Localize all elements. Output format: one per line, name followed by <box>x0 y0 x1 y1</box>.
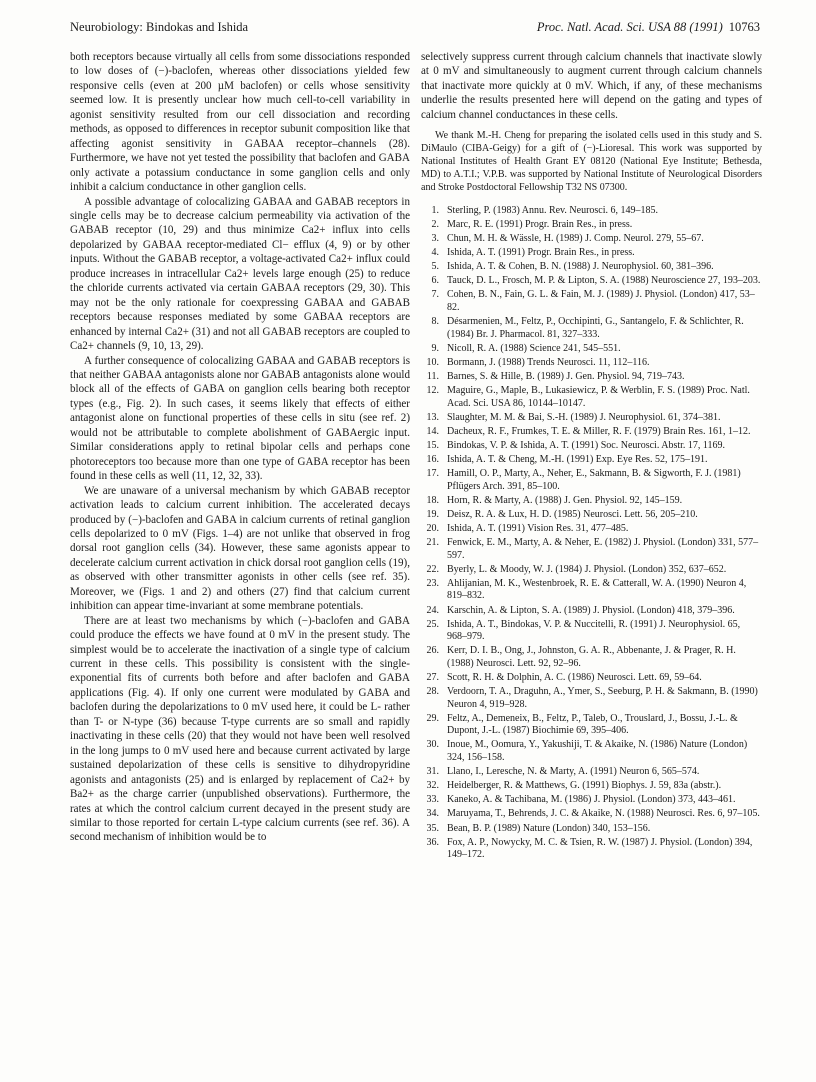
reference-number: 18. <box>426 494 439 506</box>
reference-number: 5. <box>431 261 439 273</box>
reference-number: 14. <box>426 425 439 437</box>
reference-item <box>421 275 762 288</box>
reference-number: 12. <box>426 385 439 397</box>
reference-text: Hamill, O. P., Marty, A., Neher, E., Sakmann, B. & Sigworth, F. J. (1981) Pflügers Arch. 391, 85–100. <box>447 468 741 492</box>
reference-item <box>421 794 762 807</box>
reference-text: Slaughter, M. M. & Bai, S.-H. (1989) J. Neurophysiol. 61, 374–381. <box>447 411 721 423</box>
reference-text: Heidelberger, R. & Matthews, G. (1991) Biophys. J. 59, 83a (abstr.). <box>447 780 722 792</box>
reference-text: Fox, A. P., Nowycky, M. C. & Tsien, R. W. (1987) J. Physiol. (London) 394, 149–172. <box>447 836 753 861</box>
reference-item <box>421 343 762 356</box>
reference-text: Bormann, J. (1988) Trends Neurosci. 11, 112–116. <box>447 356 650 368</box>
reference-number: 24. <box>426 604 439 616</box>
reference-item <box>421 537 762 562</box>
body-paragraph: A further consequence of colocalizing GABAA and GABAB receptors is that neither GABAA antagonists alone nor GABAB antagonists alone would block all of the effects of GABA on ganglion cells bearing both receptor types (e.g., Fig. 2). In such cases, it seems likely that effects of either antagonist alone on functional properties of these cells in situ (see ref. 2) would not be attributable to complete abolishment of GABAergic input. Similar considerations apply to retinal bipolar cells and perhaps cone photoreceptors too because more than one type of GABA receptor has been found in these cells as well (11, 12, 32, 33). <box>70 354 410 483</box>
reference-item <box>421 205 762 218</box>
journal-name: Proc. Natl. Acad. Sci. USA 88 (1991) <box>536 20 723 34</box>
reference-number: 6. <box>431 275 439 287</box>
page-number: 10763 <box>728 20 760 34</box>
reference-item <box>421 509 762 522</box>
reference-item <box>421 495 762 508</box>
reference-number: 26. <box>426 645 439 657</box>
reference-number: 27. <box>426 671 439 683</box>
reference-text: Horn, R. & Marty, A. (1988) J. Gen. Physiol. 92, 145–159. <box>447 494 683 506</box>
reference-text: Kaneko, A. & Tachibana, M. (1986) J. Physiol. (London) 373, 443–461. <box>447 794 736 806</box>
reference-text: Ishida, A. T. (1991) Vision Res. 31, 477–485. <box>447 522 629 534</box>
reference-text: Karschin, A. & Lipton, S. A. (1989) J. Physiol. (London) 418, 379–396. <box>447 604 735 616</box>
reference-item <box>421 261 762 274</box>
reference-text: Barnes, S. & Hille, B. (1989) J. Gen. Physiol. 94, 719–743. <box>447 370 685 382</box>
reference-text: Byerly, L. & Moody, W. J. (1984) J. Physiol. (London) 352, 637–652. <box>447 563 727 575</box>
reference-number: 25. <box>426 618 439 630</box>
reference-text: Ishida, A. T., Bindokas, V. P. & Nuccitelli, R. (1991) J. Neurophysiol. 65, 968–979. <box>447 618 741 643</box>
reference-item <box>421 766 762 779</box>
running-header <box>70 20 760 44</box>
reference-number: 7. <box>431 289 439 301</box>
reference-text: Maguire, G., Maple, B., Lukasiewicz, P. & Werblin, F. S. (1989) Proc. Natl. Acad. Sci. USA 86, 10144–10147. <box>447 385 750 409</box>
left-column <box>70 50 410 845</box>
reference-number: 9. <box>431 342 439 354</box>
reference-item <box>421 357 762 370</box>
reference-number: 33. <box>426 794 439 806</box>
reference-item <box>421 316 762 341</box>
reference-text: Feltz, A., Demeneix, B., Feltz, P., Taleb, O., Trouslard, J., Bossu, J.-L. & Dupont, J.-L. (1987) Biochimie 69, 395–406. <box>447 712 738 737</box>
reference-item <box>421 808 762 821</box>
reference-text: Inoue, M., Oomura, Y., Yakushiji, T. & Akaike, N. (1986) Nature (London) 324, 156–158. <box>447 739 748 764</box>
acknowledgment: We thank M.-H. Cheng for preparing the isolated cells used in this study and S. DiMaulo (CIBA-Geigy) for a gift of (−)-Lioresal. This work was supported by National Institutes of Health Grant EY 08120 (National Eye Institute; Bethesda, MD) to A.T.I.; V.P.B. was supported by National Institute of Neurological Disorders and Stroke Postdoctoral Fellowship T32 NS 07300. <box>421 130 762 193</box>
reference-text: Verdoorn, T. A., Draguhn, A., Ymer, S., Seeburg, P. H. & Sakmann, B. (1990) Neuron 4, 919–928. <box>447 686 758 710</box>
reference-item <box>421 672 762 685</box>
reference-item <box>421 371 762 384</box>
reference-item <box>421 440 762 453</box>
reference-text: Kerr, D. I. B., Ong, J., Johnston, G. A. R., Abbenante, J. & Prager, R. H. (1988) Neurosci. Lett. 92, 92–96. <box>447 645 736 669</box>
reference-number: 19. <box>426 508 439 520</box>
reference-text: Bindokas, V. P. & Ishida, A. T. (1991) Soc. Neurosci. Abstr. 17, 1169. <box>447 439 726 451</box>
reference-text: Chun, M. H. & Wässle, H. (1989) J. Comp. Neurol. 279, 55–67. <box>447 232 704 244</box>
reference-number: 34. <box>426 808 439 820</box>
reference-item <box>421 247 762 260</box>
reference-number: 8. <box>431 316 439 328</box>
right-column <box>421 50 762 863</box>
reference-text: Nicoll, R. A. (1988) Science 241, 545–551. <box>447 342 621 354</box>
reference-item <box>421 564 762 577</box>
reference-item <box>421 233 762 246</box>
reference-item <box>421 578 762 603</box>
reference-item <box>421 780 762 793</box>
reference-text: Maruyama, T., Behrends, J. C. & Akaike, N. (1988) Neurosci. Res. 6, 97–105. <box>447 808 760 820</box>
reference-text: Marc, R. E. (1991) Progr. Brain Res., in press. <box>447 218 633 230</box>
reference-item <box>421 739 762 764</box>
reference-number: 35. <box>426 822 439 834</box>
reference-item <box>421 686 762 711</box>
reference-text: Bean, B. P. (1989) Nature (London) 340, 153–156. <box>447 822 651 834</box>
reference-number: 16. <box>426 453 439 465</box>
reference-text: Scott, R. H. & Dolphin, A. C. (1986) Neurosci. Lett. 69, 59–64. <box>447 671 702 683</box>
reference-number: 32. <box>426 780 439 792</box>
reference-item <box>421 645 762 670</box>
reference-number: 17. <box>426 468 439 480</box>
reference-number: 1. <box>431 204 439 216</box>
reference-item <box>421 837 762 862</box>
reference-text: Deisz, R. A. & Lux, H. D. (1985) Neurosci. Lett. 56, 205–210. <box>447 508 698 520</box>
body-paragraph: We are unaware of a universal mechanism by which GABAB receptor activation leads to calcium current inhibition. The accelerated decays produced by (−)-baclofen and GABA in calcium currents of retinal ganglion cells depolarized to 0 mV (Figs. 1–4) are not unlike that observed in frog dorsal root ganglion cells (34). However, these same agonists appear to decelerate calcium current activation in chick dorsal root ganglion cells (19), as observed with other transmitter agonists in other cells (see ref. 35). Moreover, we (Figs. 1 and 2) and others (27) find that calcium current inhibition can appear time-invariant at some membrane potentials. <box>70 484 410 613</box>
reference-item <box>421 454 762 467</box>
body-paragraph: selectively suppress current through calcium channels that inactivate slowly at 0 mV and simultaneously to augment current through calcium channels that inactivate more quickly at 0 mV. Which, if any, of these mechanisms underlie the results presented here will depend on the gating and types of calcium channel conductances in these cells. <box>421 51 762 121</box>
reference-number: 20. <box>426 522 439 534</box>
reference-text: Ishida, A. T. (1991) Progr. Brain Res., in press. <box>447 247 635 259</box>
reference-number: 13. <box>426 411 439 423</box>
reference-number: 2. <box>431 218 439 230</box>
reference-text: Fenwick, E. M., Marty, A. & Neher, E. (1982) J. Physiol. (London) 331, 577–597. <box>447 537 759 561</box>
reference-item <box>421 426 762 439</box>
body-paragraph: There are at least two mechanisms by which (−)-baclofen and GABA could produce the effects we have found at 0 mV in the present study. The simplest would be to accelerate the inactivation of a single type of calcium current in these cells. This possibility is consistent with the single-exponential fits of currents both before and after baclofen and GABA applications (Fig. 4). If only one current were modulated by GABA and baclofen during the depolarizations to 0 mV used here, it could be L- rather than T- or N-type (36) because T-type currents are so small and rapidly inactivating in these cells (20) that they would not have been well resolved in the long jumps to 0 mV used here and because current activated by large sustained depolarization of these cells is sensitive to dihydropyridine agonists and antagonists (25) and is enlarged by replacement of Ca2+ by Ba2+ as the charge carrier (unpublished observations). Furthermore, the rates at which the control calcium current decayed in the present study are similar to those reported for certain L-type calcium currents (see ref. 36). A second mechanism of inhibition would be to <box>70 614 410 844</box>
reference-item <box>421 289 762 314</box>
reference-item <box>421 605 762 618</box>
running-title: Neurobiology: Bindokas and Ishida <box>70 20 249 34</box>
reference-number: 10. <box>426 356 439 368</box>
reference-item <box>421 619 762 644</box>
reference-text: Tauck, D. L., Frosch, M. P. & Lipton, S. A. (1988) Neuroscience 27, 193–203. <box>447 275 761 287</box>
reference-number: 21. <box>426 537 439 549</box>
reference-number: 29. <box>426 712 439 724</box>
reference-list <box>421 205 762 862</box>
reference-number: 36. <box>426 836 439 848</box>
reference-number: 22. <box>426 563 439 575</box>
reference-number: 11. <box>426 370 439 382</box>
journal-citation <box>537 20 760 35</box>
reference-item <box>421 219 762 232</box>
reference-number: 30. <box>426 739 439 751</box>
reference-number: 15. <box>426 439 439 451</box>
reference-number: 4. <box>431 247 439 259</box>
reference-item <box>421 713 762 738</box>
reference-text: Ahlijanian, M. K., Westenbroek, R. E. & Catterall, W. A. (1990) Neuron 4, 819–832. <box>447 577 747 602</box>
reference-text: Dacheux, R. F., Frumkes, T. E. & Miller, R. F. (1979) Brain Res. 161, 1–12. <box>447 425 751 437</box>
reference-item <box>421 412 762 425</box>
reference-text: Ishida, A. T. & Cohen, B. N. (1988) J. Neurophysiol. 60, 381–396. <box>447 261 714 273</box>
reference-text: Ishida, A. T. & Cheng, M.-H. (1991) Exp. Eye Res. 52, 175–191. <box>447 453 708 465</box>
reference-item <box>421 385 762 410</box>
reference-item <box>421 468 762 493</box>
reference-item <box>421 523 762 536</box>
reference-text: Sterling, P. (1983) Annu. Rev. Neurosci. 6, 149–185. <box>447 204 659 216</box>
body-paragraph: A possible advantage of colocalizing GABAA and GABAB receptors in single cells may be to decrease calcium permeability via activation of the GABAB receptor (10, 29) and thus minimize Ca2+ influx into cells depolarized by GABAA receptor-mediated Cl− efflux (4, 9) or by other inputs. Without the GABAB receptor, a voltage-activated Ca2+ influx could produce increases in intracellular Ca2+ levels large enough (25) to reduce the chloride currents activated via certain GABAA receptors (29, 30). This may not be the only rationale for coexpressing GABAA and GABAB receptors because responses mediated by some GABAA receptors are enhanced by internal Ca2+ (31) and not all GABAB receptors are coupled to Ca2+ channels (9, 10, 13, 29). <box>70 195 410 353</box>
reference-text: Cohen, B. N., Fain, G. L. & Fain, M. J. (1989) J. Physiol. (London) 417, 53–82. <box>447 289 755 313</box>
reference-text: Llano, I., Leresche, N. & Marty, A. (1991) Neuron 6, 565–574. <box>447 766 700 778</box>
reference-number: 23. <box>426 577 439 589</box>
body-paragraph: both receptors because virtually all cells from some dissociations responded to low doses of (−)-baclofen, whereas other dissociations yielded few responsive cells (even at 200 µM baclofen) or cells whose sensitivity seemed low. It is presently unclear how much cell-to-cell variability in agonist sensitivity resulted from our cell dissociation and recording methods, as opposed to differences in receptor subunit composition like that affecting agonist sensitivity in GABAA receptor–channels (28). Furthermore, we have not yet tested the possibility that baclofen and GABA only activate a potassium conductance in some ganglion cells and only inhibit a calcium conductance in other ganglion cells. <box>70 51 410 194</box>
reference-text: Désarmenien, M., Feltz, P., Occhipinti, G., Santangelo, F. & Schlichter, R. (1984) Br. J. Pharmacol. 81, 327–333. <box>447 316 744 340</box>
reference-number: 28. <box>426 686 439 698</box>
reference-number: 31. <box>426 766 439 778</box>
reference-number: 3. <box>431 232 439 244</box>
reference-item <box>421 823 762 836</box>
